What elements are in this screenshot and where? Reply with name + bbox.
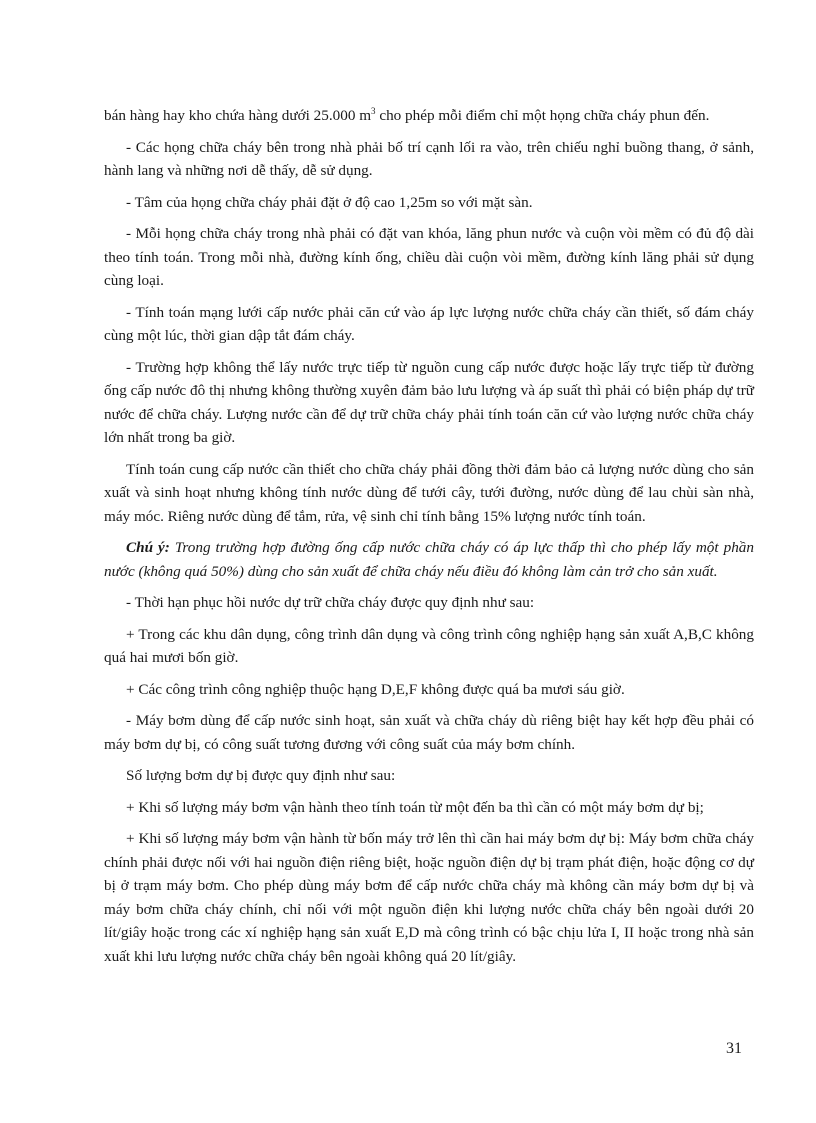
note-text: Trong trường hợp đường ống cấp nước chữa cháy có áp lực thấp thì cho phép lấy một phần nước (không quá 50%) dùng cho sản xuất để chữa cháy nếu điều đó không làm cản trở cho sản xuất. (104, 539, 754, 580)
page-number: 31 (726, 1040, 742, 1057)
paragraph-13: + Khi số lượng máy bơm vận hành theo tính toán từ một đến ba thì cần có một máy bơm dự bị; (126, 798, 704, 816)
paragraph-1: - Các họng chữa cháy bên trong nhà phải bố trí cạnh lối ra vào, trên chiếu nghỉ buồng thang, ở sảnh, hành lang và những nơi dễ thấy, dễ sử dụng. (104, 138, 754, 179)
document-body (104, 104, 754, 976)
paragraph-11: - Máy bơm dùng để cấp nước sinh hoạt, sản xuất và chữa cháy dù riêng biệt hay kết hợp đều phải có máy bơm dự bị, có công suất tương đương với công suất của máy bơm chính. (104, 712, 754, 753)
paragraph-14: + Khi số lượng máy bơm vận hành từ bốn máy trở lên thì cần hai máy bơm dự bị: Máy bơm chữa cháy chính phải được nối với hai nguồn điện riêng biệt, hoặc nguồn điện dự bị trạm phát điện, hoặc động cơ dự bị ở trạm máy bơm. Cho phép dùng máy bơm để cấp nước chữa cháy mà không cần máy bơm dự bị và máy bơm chữa cháy chính, chỉ nối với một nguồn điện khi lượng nước chữa cháy bên ngoài dưới 20 lít/giây hoặc trong các xí nghiệp hạng sản xuất E,D mà công trình có bậc chịu lửa I, II hoặc trong nhà sản xuất khi lưu lượng nước chữa cháy bên ngoài không quá 20 lít/giây. (104, 830, 754, 965)
paragraph-3: - Mỗi họng chữa cháy trong nhà phải có đặt van khóa, lăng phun nước và cuộn vòi mềm có đủ độ dài theo tính toán. Trong mỗi nhà, đường kính ống, chiều dài cuộn vòi mềm, đường kính lăng phải sử dụng cùng loại. (104, 225, 754, 289)
paragraph-5: - Trường hợp không thể lấy nước trực tiếp từ nguồn cung cấp nước được hoặc lấy trực tiếp từ đường ống cấp nước đô thị nhưng không thường xuyên đảm bảo lưu lượng và áp suất thì phải có biện pháp dự trữ nước để chữa cháy. Lượng nước cần để dự trữ chữa cháy phải tính toán căn cứ vào lượng nước chữa cháy lớn nhất trong ba giờ. (104, 358, 754, 446)
note-paragraph (104, 536, 754, 583)
note-label: Chú ý: (126, 539, 170, 556)
paragraph-0 (104, 104, 754, 128)
paragraph-text-after: cho phép mỗi điểm chỉ một họng chữa cháy phun đến. (375, 107, 710, 124)
paragraph-text: bán hàng hay kho chứa hàng dưới 25.000 m (104, 107, 372, 124)
superscript: 3 (371, 105, 376, 116)
paragraph-4: - Tính toán mạng lưới cấp nước phải căn cứ vào áp lực lượng nước chữa cháy cần thiết, số đám cháy cùng một lúc, thời gian dập tắt đám cháy. (104, 303, 754, 344)
paragraph-2: - Tâm của họng chữa cháy phải đặt ở độ cao 1,25m so với mặt sàn. (126, 193, 533, 211)
paragraph-12: Số lượng bơm dự bị được quy định như sau: (126, 767, 396, 784)
paragraph-8: - Thời hạn phục hồi nước dự trữ chữa cháy được quy định như sau: (126, 594, 535, 611)
paragraph-6: Tính toán cung cấp nước cần thiết cho chữa cháy phải đồng thời đảm bảo cả lượng nước dùng cho sản xuất và sinh hoạt nhưng không tính nước dùng để tưới cây, tưới đường, nước dùng để lau chùi sàn nhà, máy móc. Riêng nước dùng để tắm, rửa, vệ sinh chỉ tính bằng 15% lượng nước tính toán. (104, 460, 754, 525)
paragraph-9: + Trong các khu dân dụng, công trình dân dụng và công trình công nghiệp hạng sản xuất A,B,C không quá hai mươi bốn giờ. (104, 625, 754, 666)
paragraph-10: + Các công trình công nghiệp thuộc hạng D,E,F không được quá ba mươi sáu giờ. (126, 680, 625, 698)
